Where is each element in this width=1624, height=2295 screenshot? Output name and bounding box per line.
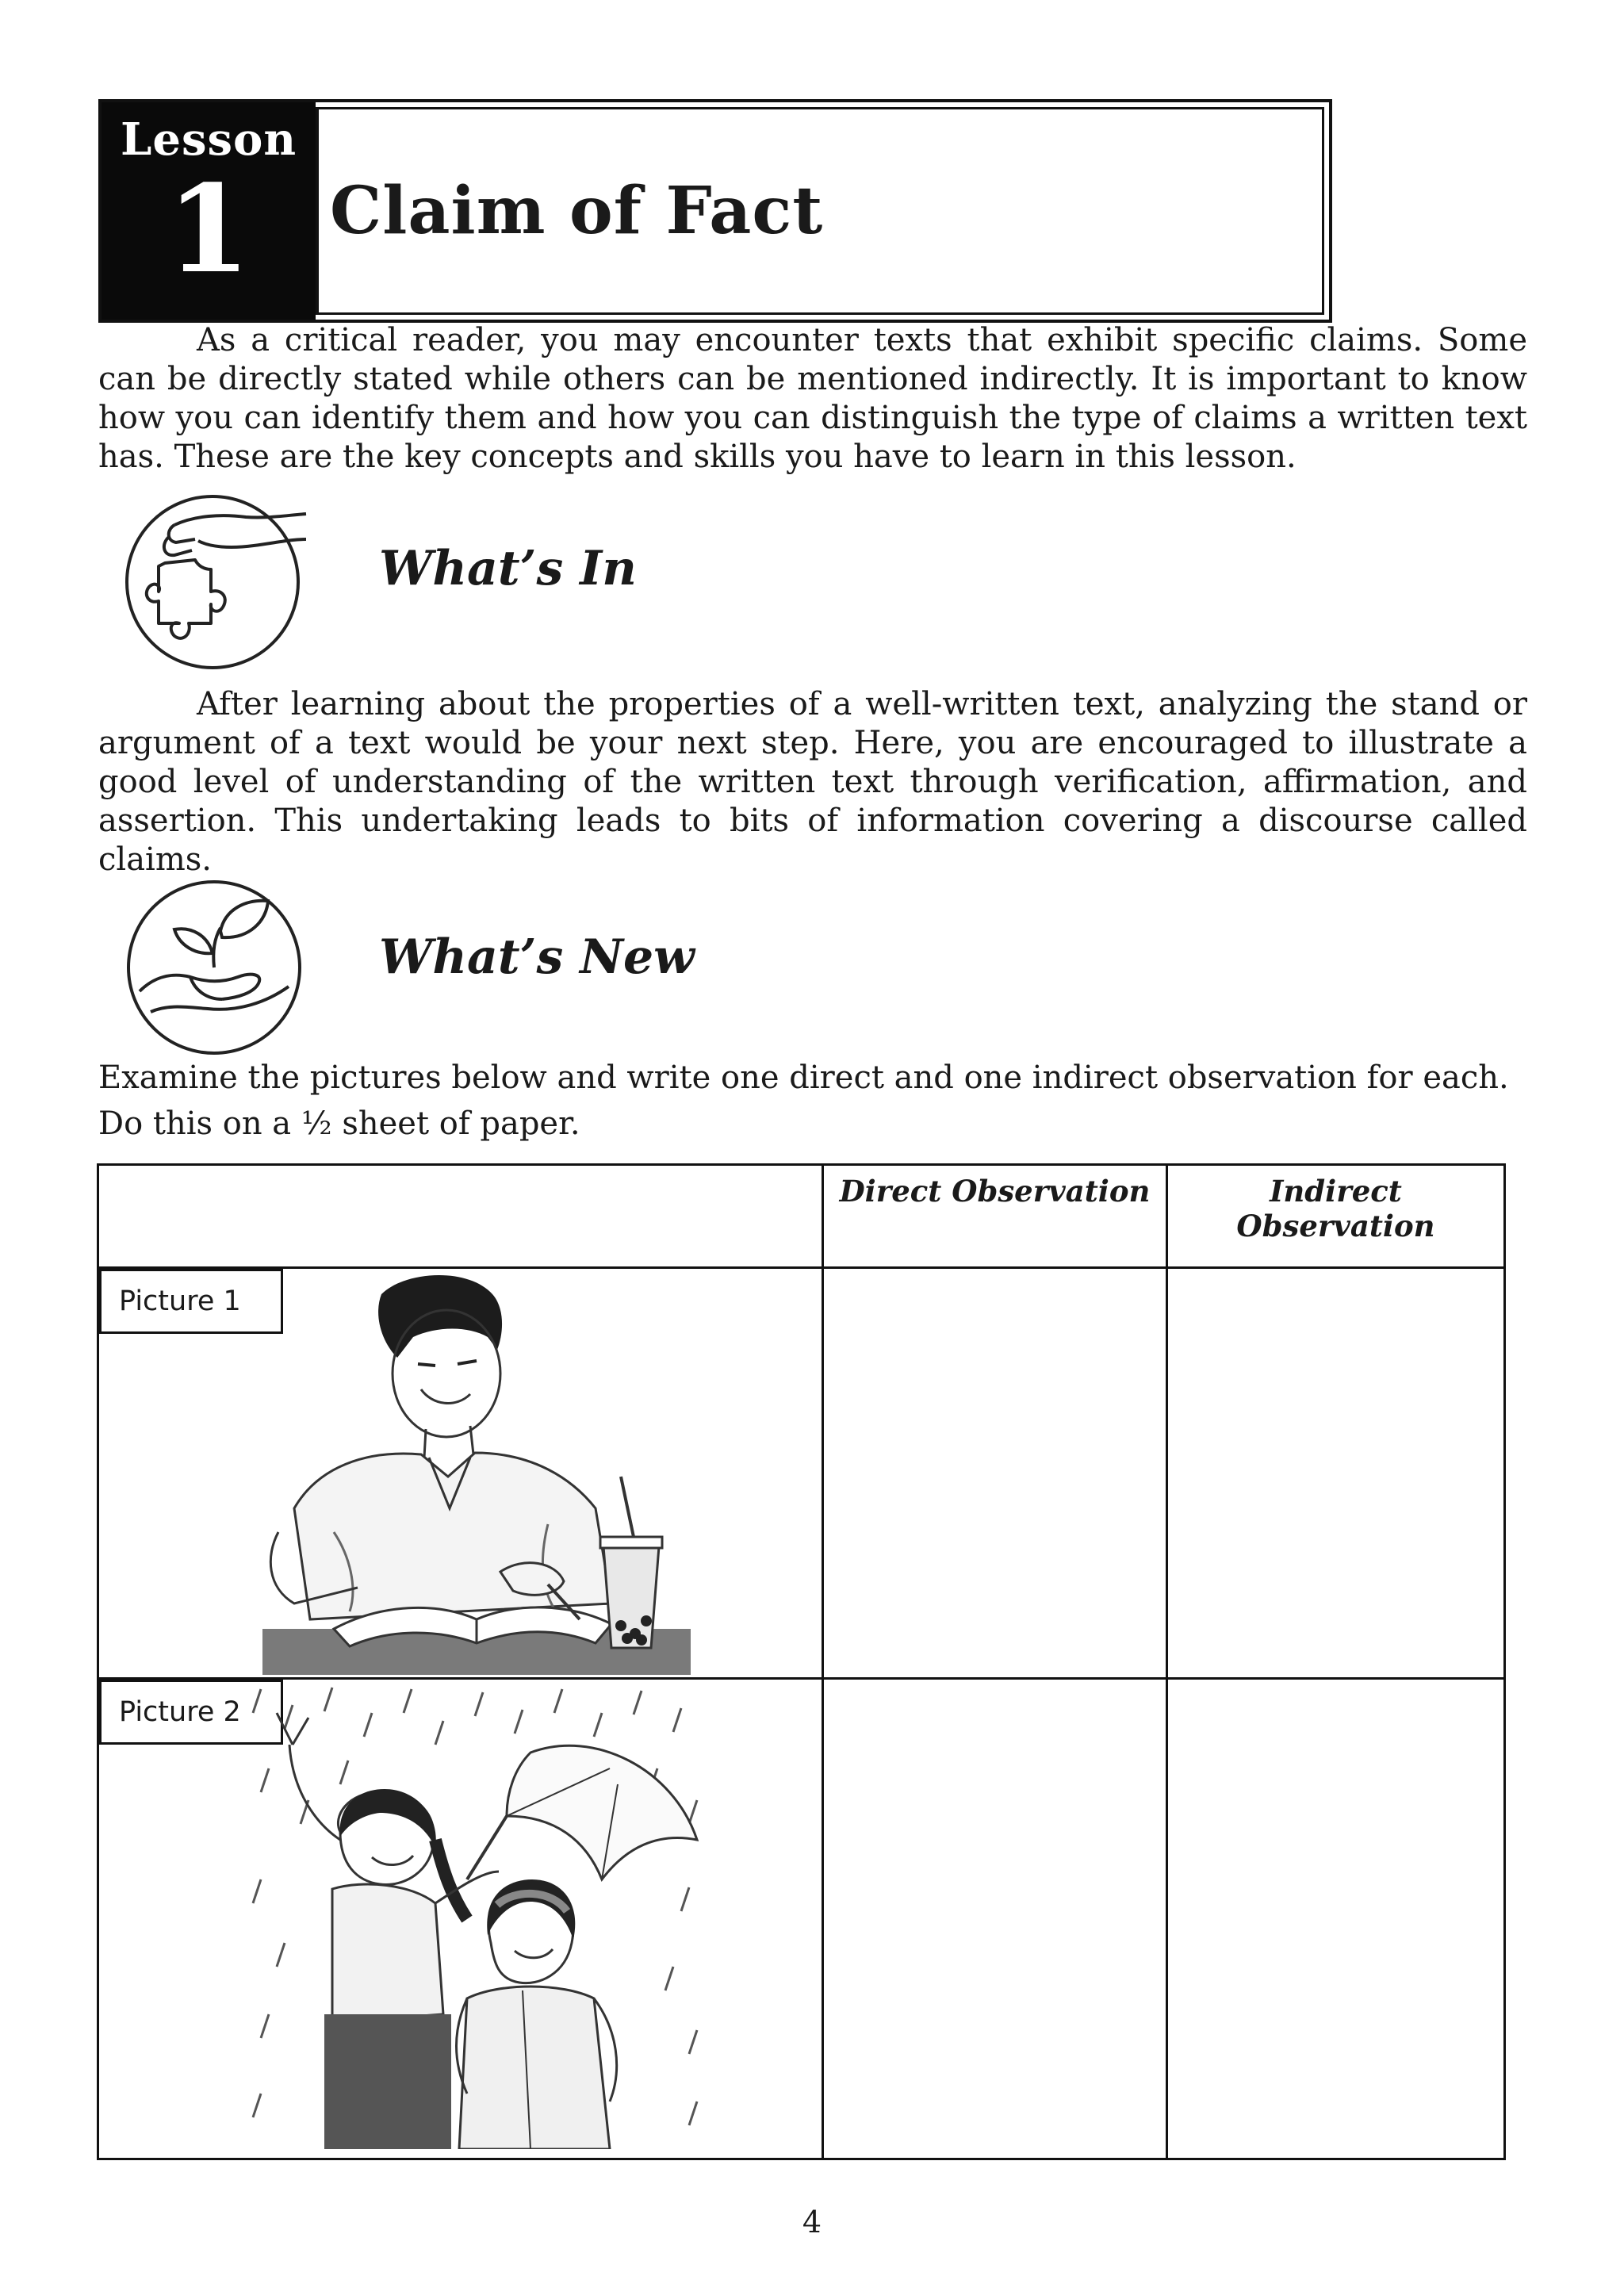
lesson-label: Lesson bbox=[120, 113, 297, 166]
lesson-title: Claim of Fact bbox=[330, 173, 824, 249]
picture-1-label: Picture 1 bbox=[99, 1269, 283, 1334]
observation-table bbox=[97, 1163, 1506, 2160]
puzzle-hand-icon bbox=[119, 484, 309, 674]
instruction-line-1: Examine the pictures below and write one direct and one indirect observation for each. bbox=[98, 1059, 1509, 1096]
header-empty-cell bbox=[98, 1165, 823, 1268]
picture-2-direct-answer-cell[interactable] bbox=[823, 1679, 1167, 2159]
lesson-title-box bbox=[316, 107, 1324, 315]
picture-2-label: Picture 2 bbox=[99, 1680, 283, 1745]
page-number: 4 bbox=[802, 2205, 822, 2239]
table-row bbox=[98, 1268, 1505, 1679]
whats-in-text: After learning about the properties of a well-written text, analyzing the stand or argument of a text would be your next step. Here, you are encouraged to illustrate a good level of understanding of the written text through verification, affirmation, and assertion. This undertaking leads to bits of information covering a discourse called claims. bbox=[98, 686, 1527, 878]
picture-2-cell bbox=[98, 1679, 823, 2159]
intro-text: As a critical reader, you may encounter texts that exhibit specific claims. Some can be directly stated while others can be mentioned indirectly. It is important to know how you can identify them and how you can distinguish the type of claims a written text has. These are the key concepts and skills you have to learn in this lesson. bbox=[98, 322, 1527, 475]
lesson-number: 1 bbox=[167, 158, 251, 300]
table-row bbox=[98, 1679, 1505, 2159]
picture-1-illustration bbox=[262, 1270, 691, 1675]
header-direct-observation: Direct Observation bbox=[823, 1165, 1167, 1268]
whats-in-title: What’s In bbox=[379, 541, 637, 596]
picture-2-indirect-answer-cell[interactable] bbox=[1167, 1679, 1505, 2159]
whats-in-paragraph bbox=[98, 685, 1527, 879]
picture-1-cell bbox=[98, 1268, 823, 1679]
picture-1-direct-answer-cell[interactable] bbox=[823, 1268, 1167, 1679]
lesson-number-block bbox=[102, 102, 316, 320]
seedling-hand-icon bbox=[119, 872, 309, 1063]
intro-paragraph bbox=[98, 321, 1527, 477]
header-indirect-observation: Indirect Observation bbox=[1167, 1165, 1505, 1268]
picture-1-indirect-answer-cell[interactable] bbox=[1167, 1268, 1505, 1679]
instructions bbox=[98, 1055, 1565, 1147]
picture-2-illustration bbox=[245, 1681, 713, 2149]
table-header-row bbox=[98, 1165, 1505, 1268]
instruction-line-2: Do this on a ½ sheet of paper. bbox=[98, 1105, 580, 1142]
whats-new-title: What’s New bbox=[379, 929, 695, 985]
